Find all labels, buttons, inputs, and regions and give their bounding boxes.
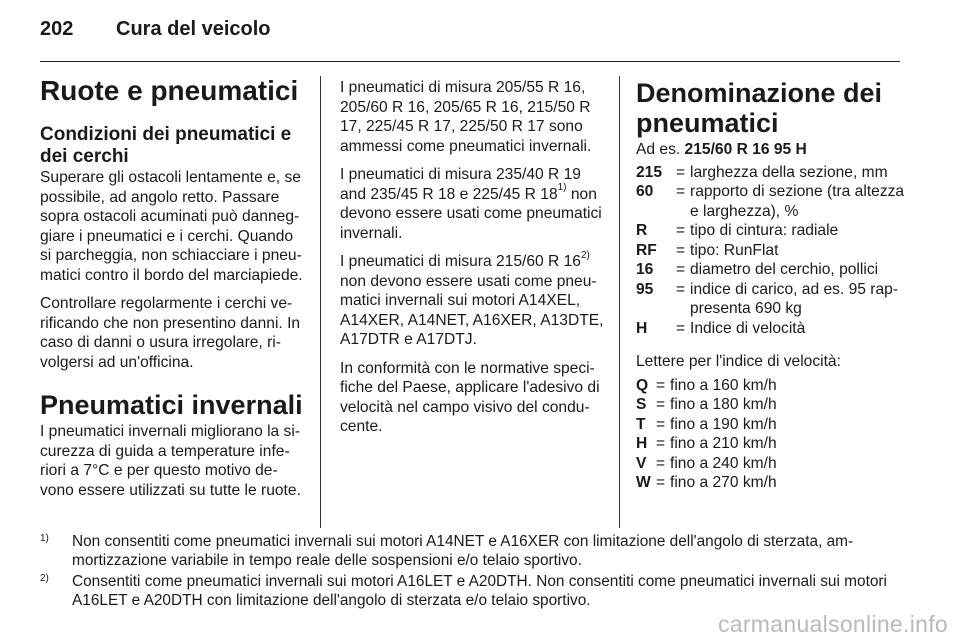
designation-row [636,260,906,280]
paragraph-winter-tyres: I pneumatici invernali migliorano la sicurezza di guida a temperature inferiori a 7°C e per questo motivo devono essere utilizzati su tutte le ruote. [40,423,301,499]
speed-index-intro: Lettere per l'indice di velocità: [636,353,841,370]
speed-index-row [636,454,777,474]
example-prefix: Ad es. [636,141,685,158]
definition-key: Q [636,376,649,394]
speed-index-row [636,415,777,435]
page-header [40,18,920,62]
equals-sign: = [676,319,686,337]
designation-row [636,182,906,221]
text-part: non devono essere usati come pneumatici invernali sui motori A14XEL, A14XER, A14NET, A16XER, A13DTE, A17DTR e A17DTJ. [340,272,604,348]
footnote-ref-1: 1) [557,182,567,194]
definition-key: H [636,435,648,452]
definition-value: fino a 180 km/h [670,396,777,413]
definition-value: diametro del cerchio, pollici [690,261,879,278]
definition-value: fino a 210 km/h [670,435,777,452]
definition-value: fino a 160 km/h [670,376,777,394]
paragraph-allowed-sizes: I pneumatici di misura 205/55 R 16, 205/60 R 16, 205/65 R 16, 215/50 R 17, 225/45 R 17, 225/50 R 17 sono ammessi come pneumatici invernali. [340,79,592,155]
definition-value: tipo di cintura: radiale [690,222,839,239]
footnotes [40,532,912,612]
definition-key: W [636,474,651,491]
definition-key: 16 [636,261,654,278]
definition-value: fino a 270 km/h [670,474,777,491]
subheading-winter-tyres: Pneumatici invernali [40,390,303,420]
page-number: 202 [40,18,74,40]
designation-row [636,221,906,241]
speed-index-row [636,395,777,415]
equals-sign: = [676,183,686,200]
speed-index-row [636,376,777,396]
definition-value: indice di carico, ad es. 95 rappresenta 690 kg [690,280,899,317]
main-heading: Ruote e pneumatici [40,75,299,106]
equals-sign: = [656,396,666,413]
definition-key: H [636,319,648,337]
text-part: non devono essere usati come pneumatici invernali. [340,185,602,242]
equals-sign: = [676,280,686,298]
definition-key: 95 [636,280,654,298]
watermark: carmanualsonline.info [717,611,948,637]
definition-key: R [636,222,648,239]
equals-sign: = [656,376,666,394]
footnote-text: Consentiti come pneumatici invernali sui motori A16LET e A20DTH. Non consentiti come pneumatici invernali sui motori A16LET e A20DTH con limitazione dell'angolo di sterzata e/o telaio sportivo. [72,573,887,609]
definition-value: rapporto di sezione (tra altezza e larghezza), % [690,183,905,220]
text-part: I pneumatici di misura 215/60 R 16 [340,253,581,270]
header-rule [40,61,900,62]
equals-sign: = [676,241,686,259]
definition-key: V [636,454,647,472]
equals-sign: = [656,474,666,491]
text-part: I pneumatici di misura 235/40 R 19 and 235/45 R 18 e 225/45 R 18 [340,166,581,203]
footnote-1 [40,532,912,570]
example-line [636,140,906,160]
subheading-conditions: Condizioni dei pneumatici e dei cerchi [40,124,292,167]
definition-value: Indice di velocità [690,319,806,337]
paragraph-speed-sticker: In conformità con le normative specifiche del Paese, applicare l'adesivo di velocità nel campo visivo del conducente. [340,359,600,435]
example-code: 215/60 R 16 95 H [684,141,807,158]
paragraph-engine-restrictions [340,249,604,350]
definition-key: 60 [636,183,654,200]
paragraph-forbidden-sizes [340,165,604,243]
footnote-2 [40,572,912,610]
definition-value: larghezza della sezione, mm [690,163,888,181]
tyre-designation-heading: Denominazione dei pneumatici [636,78,883,138]
equals-sign: = [676,163,686,181]
definition-value: fino a 190 km/h [670,415,777,433]
column-1 [40,76,304,509]
definition-key: T [636,415,646,433]
equals-sign: = [656,454,666,472]
designation-table [636,163,906,339]
equals-sign: = [656,435,666,452]
definition-value: tipo: RunFlat [690,241,779,259]
definition-value: fino a 240 km/h [670,454,777,472]
equals-sign: = [676,261,686,278]
designation-row [636,163,906,183]
paragraph-check-rims: Controllare regolarmente i cerchi verificando che non presentino danni. In caso di danni o usura irregolare, rivolgersi ad un'officina. [40,295,301,371]
column-divider-2 [619,76,620,528]
definition-key: S [636,396,647,413]
definition-key: 215 [636,163,663,181]
equals-sign: = [656,415,666,433]
column-divider-1 [320,76,321,528]
definition-key: RF [636,241,657,259]
footnote-ref-2: 2) [580,249,590,261]
designation-row [636,241,906,261]
speed-index-table [636,376,777,493]
paragraph-obstacles: Superare gli ostacoli lentamente e, se possibile, ad angolo retto. Passare sopra ostacoli acuminati può danneggiare i pneumatici e i cerchi. Quando si parcheggia, non schiacciare i pneumatici contro il bordo del marciapiede. [40,169,303,284]
column-3 [636,78,906,503]
speed-index-row [636,434,777,454]
section-title: Cura del veicolo [116,18,271,40]
speed-index-row [636,473,777,493]
designation-row [636,280,906,319]
footnote-text: Non consentiti come pneumatici invernali sui motori A14NET e A16XER con limitazione dell'angolo di sterzata, ammortizzazione variabile in tempo reale delle sospensioni e/o telaio sportivo. [72,533,854,569]
designation-row [636,319,906,339]
equals-sign: = [676,222,686,239]
footnote-mark: 2) [40,573,49,584]
footnote-mark: 1) [40,533,49,544]
column-2 [340,78,604,446]
